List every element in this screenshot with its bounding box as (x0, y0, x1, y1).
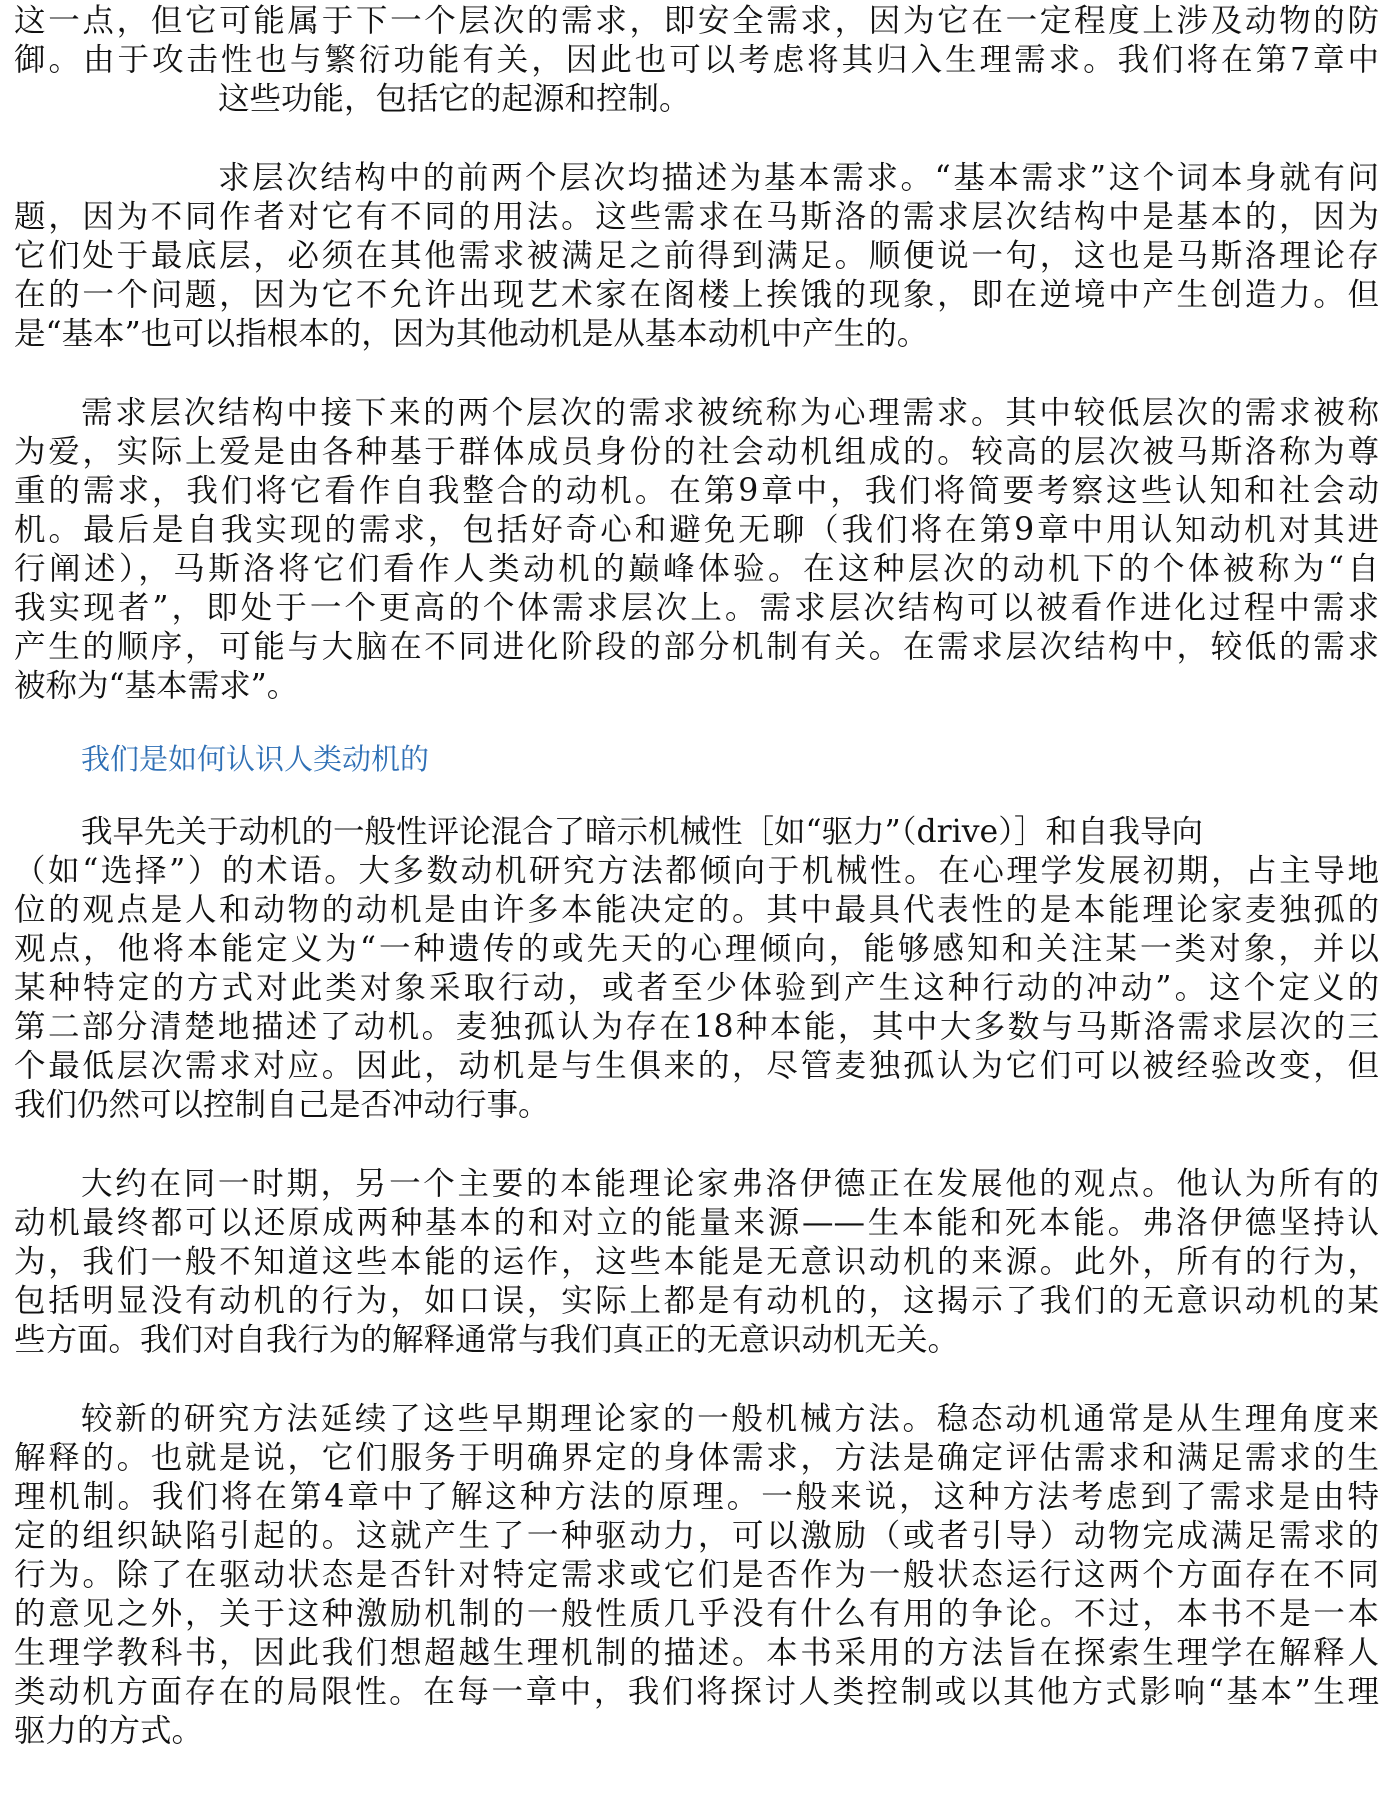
text-line: 需求层次结构中接下来的两个层次的需求被统称为心理需求。其中较低层次的需求被称 (81, 395, 1379, 431)
text-line: 为，我们一般不知道这些本能的运作，这些本能是无意识动机的来源。此外，所有的行为， (14, 1244, 1379, 1280)
paragraph (14, 1400, 1379, 1751)
text-line: 类动机方面存在的局限性。在每一章中，我们将探讨人类控制或以其他方式影响“基本”生理 (14, 1674, 1379, 1710)
text-line: 理机制。我们将在第4章中了解这种方法的原理。一般来说，这种方法考虑到了需求是由特 (14, 1479, 1379, 1515)
text-line: 某种特定的方式对此类对象采取行动，或者至少体验到产生这种行动的冲动”。这个定义的 (14, 970, 1379, 1006)
text-line: 机。最后是自我实现的需求，包括好奇心和避免无聊（我们将在第9章中用认知动机对其进 (14, 512, 1379, 548)
text-line: 观点，他将本能定义为“一种遗传的或先天的心理倾向，能够感知和关注某一类对象，并以 (14, 931, 1379, 967)
section-heading: 我们是如何认识人类动机的 (81, 742, 430, 776)
paragraph (14, 394, 1379, 706)
text-line: 较新的研究方法延续了这些早期理论家的一般机械方法。稳态动机通常是从生理角度来 (81, 1401, 1379, 1437)
text-line: 解释的。也就是说，它们服务于明确界定的身体需求，方法是确定评估需求和满足需求的生 (14, 1440, 1379, 1476)
text-line: 个最低层次需求对应。因此，动机是与生俱来的，尽管麦独孤认为它们可以被经验改变，但 (14, 1048, 1379, 1084)
text-line: 些方面。我们对自我行为的解释通常与我们真正的无意识动机无关。 (14, 1322, 960, 1358)
text-line: 位的观点是人和动物的动机是由许多本能决定的。其中最具代表性的是本能理论家麦独孤的 (14, 892, 1379, 928)
text-line: 第二部分清楚地描述了动机。麦独孤认为存在18种本能，其中大多数与马斯洛需求层次的三 (14, 1009, 1379, 1045)
text-line: 我早先关于动机的一般性评论混合了暗示机械性［如“驱力”（drive）］和自我导向 (81, 814, 1203, 850)
text-line: 这些功能，包括它的起源和控制。 (218, 81, 691, 117)
text-line: 产生的顺序，可能与大脑在不同进化阶段的部分机制有关。在需求层次结构中，较低的需求 (14, 629, 1379, 665)
text-line: 大约在同一时期，另一个主要的本能理论家弗洛伊德正在发展他的观点。他认为所有的 (81, 1166, 1379, 1202)
paragraph (14, 1165, 1379, 1360)
text-line: 被称为“基本需求”。 (14, 668, 299, 704)
text-line: 这一点，但它可能属于下一个层次的需求，即安全需求，因为它在一定程度上涉及动物的防 (14, 3, 1379, 39)
text-line: 动机最终都可以还原成两种基本的和对立的能量来源——生本能和死本能。弗洛伊德坚持认 (14, 1205, 1379, 1241)
text-line: 重的需求，我们将它看作自我整合的动机。在第9章中，我们将简要考察这些认知和社会动 (14, 473, 1379, 509)
text-line: 行为。除了在驱动状态是否针对特定需求或它们是否作为一般状态运行这两个方面存在不同 (14, 1557, 1379, 1593)
text-line: 在的一个问题，因为它不允许出现艺术家在阁楼上挨饿的现象，即在逆境中产生创造力。但 (14, 277, 1379, 313)
text-line: 为爱，实际上爱是由各种基于群体成员身份的社会动机组成的。较高的层次被马斯洛称为尊 (14, 434, 1379, 470)
document-page (14, 2, 1379, 1751)
paragraph (14, 813, 1379, 1125)
paragraph (14, 2, 1379, 119)
text-line: 题，因为不同作者对它有不同的用法。这些需求在马斯洛的需求层次结构中是基本的，因为 (14, 199, 1379, 235)
text-line: 生理学教科书，因此我们想超越生理机制的描述。本书采用的方法旨在探索生理学在解释人 (14, 1635, 1379, 1671)
text-line: 驱力的方式。 (14, 1713, 204, 1749)
text-line: 我实现者”，即处于一个更高的个体需求层次上。需求层次结构可以被看作进化过程中需求 (14, 590, 1379, 626)
text-line: 定的组织缺陷引起的。这就产生了一种驱动力，可以激励（或者引导）动物完成满足需求的 (14, 1518, 1379, 1554)
paragraph (14, 159, 1379, 354)
text-line: 我们仍然可以控制自己是否冲动行事。 (14, 1087, 550, 1123)
text-line: 御。由于攻击性也与繁衍功能有关，因此也可以考虑将其归入生理需求。我们将在第7章中 (14, 42, 1379, 78)
text-line: 包括明显没有动机的行为，如口误，实际上都是有动机的，这揭示了我们的无意识动机的某 (14, 1283, 1379, 1319)
text-line: 的意见之外，关于这种激励机制的一般性质几乎没有什么有用的争论。不过，本书不是一本 (14, 1596, 1379, 1632)
text-line: 是“基本”也可以指根本的，因为其他动机是从基本动机中产生的。 (14, 316, 929, 352)
text-line: （如“选择”）的术语。大多数动机研究方法都倾向于机械性。在心理学发展初期，占主导地 (14, 853, 1379, 889)
text-line: 它们处于最底层，必须在其他需求被满足之前得到满足。顺便说一句，这也是马斯洛理论存 (14, 238, 1379, 274)
text-line: 求层次结构中的前两个层次均描述为基本需求。“基本需求”这个词本身就有问 (218, 160, 1379, 196)
text-line: 行阐述），马斯洛将它们看作人类动机的巅峰体验。在这种层次的动机下的个体被称为“自 (14, 551, 1379, 587)
